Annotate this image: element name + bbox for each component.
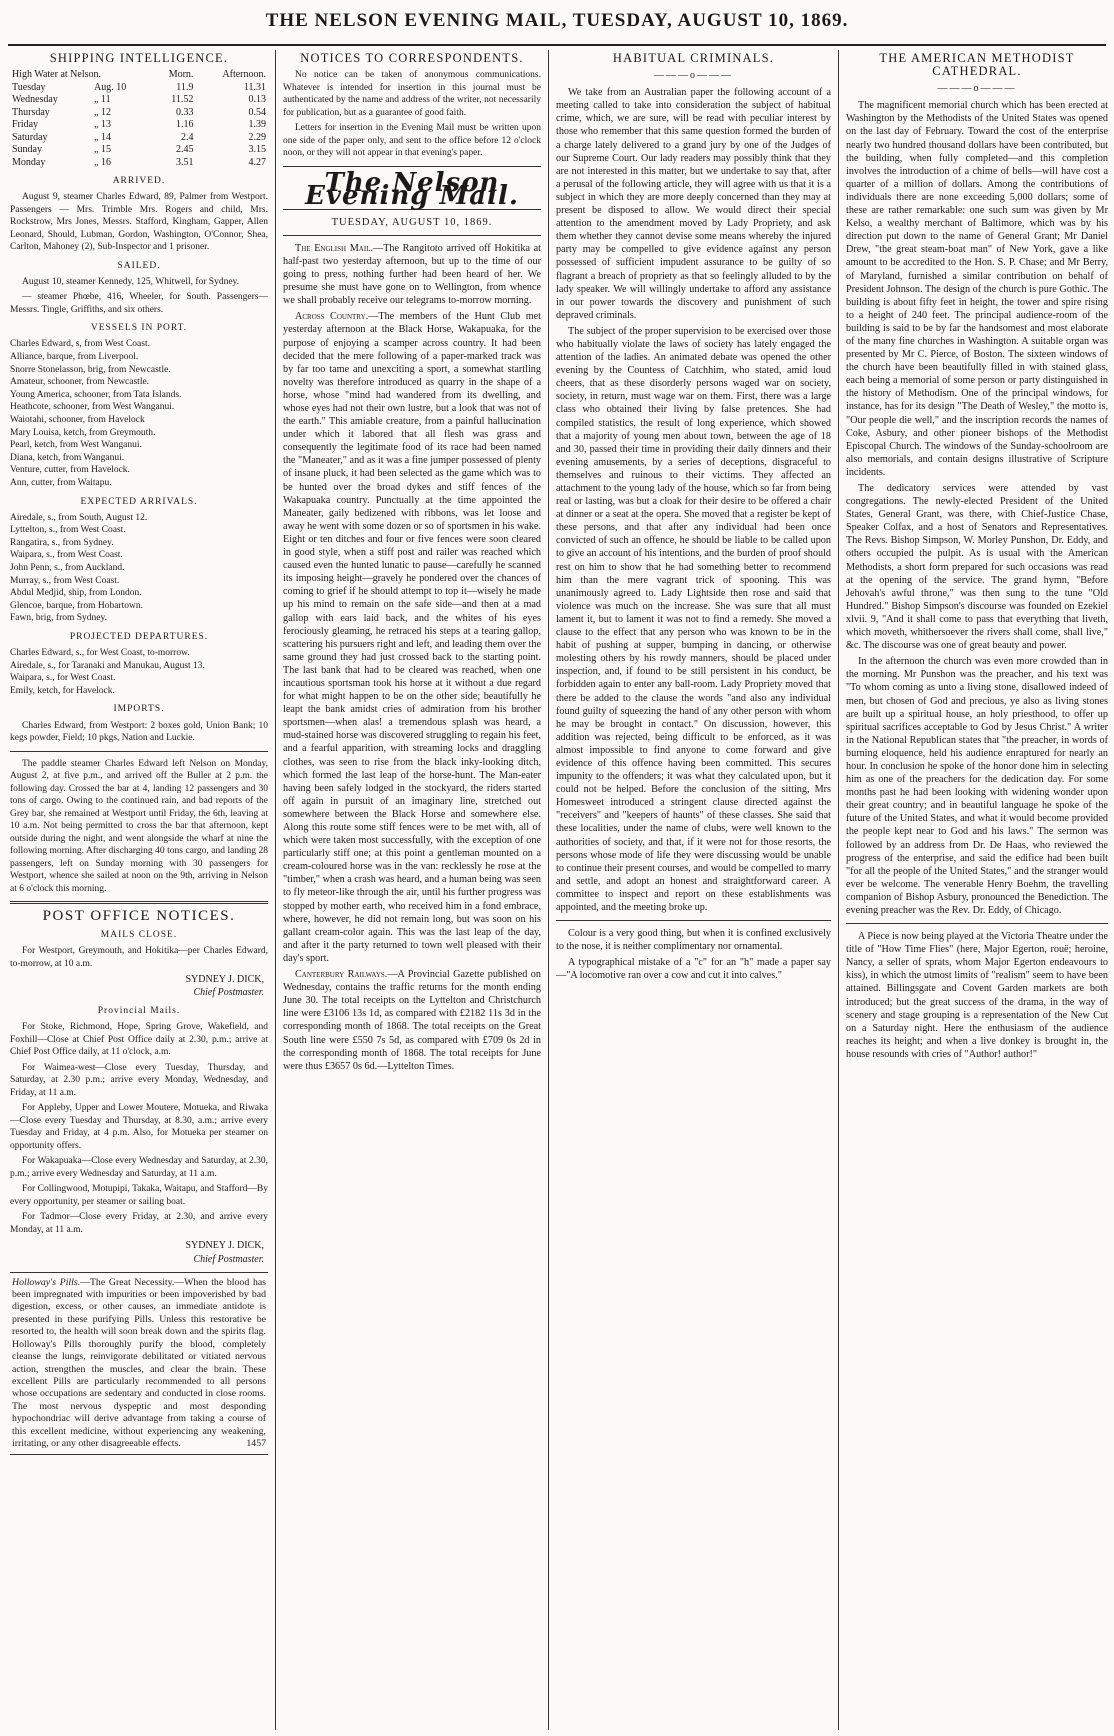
expected-item: Lyttelton, s., from West Coast. (10, 525, 126, 536)
provincial-mail-item: For Tadmor—Close every Friday, at 2.30, and arrive every Monday, at 11 a.m. (10, 1212, 268, 1235)
expected-list (10, 512, 268, 625)
column-shipping (10, 50, 268, 1730)
article-title: THE AMERICAN METHODIST CATHEDRAL. (879, 51, 1075, 79)
notices-text: No notice can be taken of anonymous communications. Whatever is intended for insertion in this journal must be authenticated by the name and address of the writer, not necessarily for publication, but as a guarantee of good faith. (283, 70, 541, 118)
vessel-item: Alliance, barque, from Liverpool. (10, 351, 139, 362)
column-habitual-criminals (556, 50, 831, 1730)
sailed-title: SAILED. (117, 260, 161, 271)
canterbury-railways-article (283, 968, 541, 1073)
departure-item: Waipara, s., for West Coast. (10, 673, 116, 684)
tide-cell: 3.51 (175, 156, 194, 168)
expected-item: Rangatira, s., from Sydney. (10, 537, 114, 548)
tide-cell: 0.54 (248, 106, 266, 118)
article-body: —The members of the Hunt Club met yesterday afternoon at the Black Horse, Wakapuaka, for the purpose of enjoying a scamper across country. It had been decided that the mere following of a paper-marked track was by far too tame and unexciting a sport, a somewhat startling novelty was therefore introduced as quarry in the shape of a horse, whose "mind had wandered from its dwelling, and whose eyes had not their own lustre, but a look that was not of the earth." This amiable creature, from a painful hallucination under which it labored that all flesh was grass and consequently the legitimate food of its race had been named the "Maneater," and as it was a fine jumper possessed of plenty of insane pluck, it had been selected as the game which was to be hunted over the broad dykes and stiff fences of the Wakapuaka country. Punctually at the time appointed the Maneater, gaily bedizened with ribbons, was let loose and away he went with some dozen or so of sportsmen in his wake. Eight or ten ditches and four or five fences were soon cleared in good style, when a stiff post and railer was reached which caused even the hunted lunatic to pause—carefully he scanned its imposing height—gravely he pondered over the chances of coming to grief if he should attempt to top it—wisely he made up his mind to remain on the safe side—and then at a mad gallop with ears laid back, and the whites of his eyes ferociously gleaming, he retraced his steps at a tearing gallop, scattering his pursuers right and left, and leading them over the same ground they had just crossed back to the starting point. The last bank that had to be cleared was reached, when one incautious sportsman took his horse at it without a due regard for what might happen to be on the other side; beautifully he leapt the bank amidst cries of admiration from his brother sportsmen—when alas! a tremendous splash was heard, a mud-stained horse was discovered struggling to regain his feet, and a fearful apparition, with streaming locks and draggling clothes, was seen to rise from the black inky-looking ditch, which formed the last leap of the horse-hunt. The Man-eater having been safely lodged in the stockyard, the riders started off again in pursuit of an imaginary line, stretched out somewhere between the Black Horse and somewhere else. Along this route some stiff fences were to be met with, all of which were taken most successfully, with the exception of one particularly stiff one; at this point a gentleman mounted on a cream-coloured horse was in the van: recklessly he rose at the "timber," when a crash was heard, and a human being was seen to fly meteor-like through the air, until his further progress was stopped by mother earth, who received him in a fond embrace, where, however, he did not remain long, but was soon on his gallant cream-color again. This was the last leap of the day, and after it the party returned to town well pleased with their day's sport. (283, 311, 541, 964)
arrived-text: August 9, steamer Charles Edward, 89, Palmer from Westport. Passengers — Mrs. Trimble Mrs. Rogers and child, Mrs. Rockstrow, Mrs Jones, Messrs. Stafford, Kingham, Gapper, Allen Leonard, Should, Lubman, Gordon, Washington, O'Connor, Shea, Carlton, Mahoney (2), Sub-Inspector and 1 prisoner. (10, 192, 268, 253)
paddle-steamer-report: The paddle steamer Charles Edward left Nelson on Monday, August 2, at five p.m., and arrived off the Buller at 2 p.m. the following day. Crossed the bar at 4, landing 12 passengers and 30 tons of cargo. Owing to the continued rain, and bad reports of the Grey bar, she remained at Westport until Friday, the 6th, leaving at 10 a.m. Not being permitted to cross the bar that afternoon, kept outside during the night, and went alongside the wharf at nine the following morning. After discharging 40 tons cargo, and landing 28 passengers, left on Sunday morning with 30 passengers for Westport, whence she sailed at noon on the 9th, arriving in Nelson at 6 o'clock this morning. (10, 758, 268, 894)
imports-text: Charles Edward, from Westport: 2 boxes gold, Union Bank; 10 kegs powder, Field; 10 pkgs, Nation and Luckie. (10, 720, 268, 743)
holloway-head: Holloway's Pills. (12, 1276, 81, 1288)
vessel-item: Young America, schooner, from Tata Islands. (10, 389, 182, 400)
across-country-article (283, 310, 541, 965)
provincial-mails-list (10, 1021, 268, 1236)
tide-cell: „ 11 (94, 94, 111, 106)
tide-cell: „ 13 (94, 119, 111, 131)
divider (283, 235, 541, 236)
vessel-item: Amateur, schooner, from Newcastle. (10, 377, 150, 388)
tide-cell: Monday (12, 156, 46, 168)
shipping-title: SHIPPING INTELLIGENCE. (49, 51, 229, 65)
article-paragraph: The magnificent memorial church which has been erected at Washington by the Methodists of the United States was opened on the last day of February. Toward the cost of the enterprise nearly two hundred thousand dollars have been contributed, but the building, when fully completed—and this completion involves the introduction of a chime of bells—will have cost a quarter of a million of dollars. Among the contributions of individuals there are none exceeding 5,000 dollars; some of these are rather remarkable: one such sum was given by Mr Kelso, a wealthy merchant of Baltimore, which was by his direction put down to the name of General Grant; Mr Daniel Drew, "the great steam-boat man" of New York, gave a like amount to be accredited to the Hon. S. P. Chase; and Mr Berry, of Maryland, furnished a similar contribution on behalf of President Johnson. The design of the church is pure Gothic. The building is about fifty feet in height, the tower and spire rising to a height of 240 feet. The principal audience-room of the building is said to be by far the handsomest and most elaborate of the many fine churches in Washington. A suitable organ was presented by Mr C. Pierce, of Boston. The sixteen windows of the church have been beautifully filled in with stained glass, each being a memorial of some person or party distinguished in the history of Methodism. One of the principal windows, for instance, has for its design "The Death of Wesley," the motto is, "Our people die well," and the inscription records the names of Coke, Asbury, and other pioneer bishops of the Methodist Episcopal Church. The windows of the Sunday-schoolroom are also memorials, and contain designs illustrative of Scripture incidents. (846, 100, 1108, 478)
column-methodist-cathedral (846, 50, 1108, 1730)
departure-item: Airedale, s., for Taranaki and Manukau, August 13. (10, 660, 205, 671)
vessel-item: Charles Edward, s, from West Coast. (10, 339, 150, 350)
ornament: ———o——— (937, 83, 1017, 95)
paper-nameplate: The Nelson Evening Mail. (305, 167, 519, 211)
departure-item: Charles Edward, s., for West Coast, to-morrow. (10, 648, 190, 659)
masthead: THE NELSON EVENING MAIL, TUESDAY, AUGUST 10, 1869. (265, 10, 849, 31)
article-head: Canterbury Railways. (295, 969, 388, 981)
provincial-mail-item: For Appleby, Upper and Lower Moutere, Motueka, and Riwaka—Close every Tuesday and Thursday, at 8.30, a.m.; arrive every Tuesday and Friday, at 4 p.m. Also, for Motueka per steamer on opportunity offers. (10, 1103, 268, 1151)
tide-cell: Sunday (12, 144, 42, 156)
masthead-rule (8, 44, 1106, 46)
tide-table (10, 69, 268, 169)
tide-row (10, 82, 268, 95)
dateline: TUESDAY, AUGUST 10, 1869. (331, 216, 493, 228)
colour-paragraph: Colour is a very good thing, but when it is confined exclusively to the nose, it is neither complimentary nor ornamental. (556, 928, 831, 953)
provincial-mail-item: For Waimea-west—Close every Tuesday, Thursday, and Saturday, at 2.30 p.m.; arrive every Monday, Wednesday, and Friday, at 11 a.m. (10, 1062, 268, 1098)
expected-item: Abdul Medjid, ship, from London. (10, 588, 142, 599)
column-rule (838, 50, 839, 1730)
expected-item: John Penn, s., from Auckland. (10, 562, 125, 573)
sailed-text: August 10, steamer Kennedy, 125, Whitwell, for Sydney. (22, 276, 240, 287)
vessels-list (10, 338, 268, 489)
vessels-title: VESSELS IN PORT. (90, 323, 188, 334)
article-head: The English Mail. (295, 242, 373, 254)
divider (10, 751, 268, 752)
vessel-item: Diana, ketch, from Wanganui. (10, 452, 125, 463)
signature-title: Chief Postmaster. (193, 987, 264, 999)
signature-title: Chief Postmaster. (193, 1253, 264, 1265)
expected-item: Murray, s., from West Coast. (10, 575, 120, 586)
tide-cell: „ 15 (94, 144, 111, 156)
tide-cell: Saturday (12, 131, 48, 143)
tide-cell: 2.4 (180, 131, 194, 143)
expected-item: Waipara, s., from West Coast. (10, 550, 123, 561)
vessel-item: Waiotahi, schooner, from Havelock (10, 414, 145, 425)
tide-cell: Friday (12, 119, 39, 131)
tide-row (10, 157, 268, 170)
imports-title: IMPORTS. (113, 704, 165, 715)
provincial-mail-item: For Collingwood, Motupipi, Takaka, Waitapu, and Stafford—By every opportunity, per steamer or sailing boat. (10, 1184, 268, 1207)
tide-header-cell: Morn. (168, 69, 194, 81)
holloway-text: —The Great Necessity.—When the blood has been impregnated with impurities or been impoverished by bad digestion, excess, or other causes, an immediate antidote is presented in these purifying Pills. Unless this restorative be resorted to, the health will soon break down and the spirits flag. Holloway's Pills thoroughly purify the blood, completely cleanse the lungs, reinvigorate debilitated or vitiated nervous action, strengthen the muscles, and clear the brain. These excellent Pills are particularly recommended to all persons whose occupations are sedentary and conducted in close rooms. The most nervous dyspeptic and most desponding hypochondriac will derive advantage from taking a course of this excellent medicine, without experiencing any weakening, irritating, or any other disagreeable effects. (12, 1276, 266, 1449)
article-body: —A Provincial Gazette published on Wednesday, contains the traffic returns for the month ending June 30. The total receipts on the Lyttelton and Christchurch line were £3106 13s 1d, as compared with £2182 11s 3d in the corresponding month of 1868. The total receipts on the Great South line were £550 7s 5d, as compared with £709 0s 2d in the corresponding month of 1868. The total receipts for June were thus £3657 0s 6d.—Lyttelton Times. (283, 969, 541, 1072)
sailed-text: — steamer Phœbe, 416, Wheeler, for South. Passengers—Messrs. Tingle, Griffiths, and six others. (10, 292, 268, 315)
expected-item: Airedale, s., from South, August 12. (10, 512, 148, 523)
tide-cell: 11.31 (243, 81, 266, 93)
mails-close-text: For Westport, Greymouth, and Hokitika—per Charles Edward, to-morrow, at 10 a.m. (10, 946, 268, 969)
tide-cell: 4.27 (248, 156, 266, 168)
provincial-mails-title: Provincial Mails. (97, 1006, 181, 1017)
divider (846, 923, 1108, 924)
article-paragraph: The subject of the proper supervision to be exercised over those who habitually violate the laws of society has lately engaged the attention of the ladies. An animated debate was opened the other evening by the Countess of Catchhim, who stated, amid loud cheers, that as these disorderly persons waged war on society, society, in return, must wage war on them. First, there was a large class who obtained their living by false pretences. She had compiled statistics, the result of long experience, which showed that a majority of young men about town, between the age of 18 and 30, passed their time in providing their daily dinners and their evening amusements, by a series of deceptions, disgraceful to themselves and ruinous to their victims. They affected an attachment to the young lady of the house, which so far from being real or lasting, was but a cloak for their desire to be offered a chair at dinner or a seat at the opera. She moved that a register be kept of these persons, and that after any individual had been once convicted of such an offence, he should be liable to be called upon to give an account of his intentions, and the burden of proof should rest on him to show that he had something better to recommend him than the mere vagrant trick of spooning. This was unanimously agreed to. Lady Lightside then rose and said that violence was much on the increase. She was sure that all must lament it, but to lament it was not to find a remedy. She moved a clause to the effect that any person who was known to be in the habit of pushing at supper, bumping in dancing, or otherwise molesting others by his rowdy manners, should be placed under inspection, and, if found to be still persistent in his conduct, be forbidden again to enter any ball-room. Lady Propriety moved that there be added to the clause the words "and also any individual found guilty of squeezing the hand of any other person with whom he may be brought in contact." On discussion, however, this addition was rejected, being difficult to be enforced, as it was almost impossible to find anyone to come forward and give evidence of this offence having been committed. This secures impunity to the offenders; it was what they calculated upon, but it could not be helped. Before the conclusion of the sitting, Mrs Homesweet introduced a stringent clause directed against the "receivers" and "keepers of haunts" of these classes. She said that these localities, under the name of clubs, were well known to the authorities of society, and that, if it were not for those resorts, the persons whose mode of life they were discussing would be unable to continue their present courses, and would be compelled to marry and settle, and adopt an honest and straightforward career. A committee to inspect and report on these establishments was appointed, and the meeting broke up. (556, 325, 831, 913)
column-editorial (283, 50, 541, 1730)
ornament: ———o——— (654, 70, 733, 82)
tide-row (10, 144, 268, 157)
tide-cell: 2.45 (175, 144, 194, 156)
tide-cell: 0.13 (248, 94, 266, 106)
typo-paragraph: A typographical mistake of a "c" for an "h" made a paper say—"A locomotive ran over a cow and cut it into calves." (556, 957, 831, 982)
tide-cell: 11.52 (171, 94, 194, 106)
tide-cell: „ 12 (94, 106, 111, 118)
arrived-title: ARRIVED. (112, 176, 166, 187)
vessel-item: Mary Louisa, ketch, from Greymouth. (10, 427, 156, 438)
expected-item: Glencoe, barque, from Hobartown. (10, 600, 143, 611)
article-paragraph: The dedicatory services were attended by vast congregations. The newly-elected President of the United States, General Grant, was there, with Chief-Justice Chase, Speaker Colfax, and a host of Senators and Representatives. The Revs. Bishop Simpson, W. Morley Punshon, Dr. Eddy, and others occupied the pulpit. As is usual with the American Methodists, a short form prepared for such occasions was read at the opening of the service. The grand hymn, "Before Jehovah's awful throne," was then sung to the tune "Old Hundred." Bishop Simpson's discourse was founded on Ezekiel xlvii. 9, "And it shall come to pass that everything that liveth, which moveth, whithersoever the rivers shall come, shall live," &c. The discourse was one of great beauty and power. (846, 483, 1108, 652)
vessel-item: Ann, cutter, from Waitapu. (10, 477, 112, 488)
tide-cell: „ 16 (94, 156, 111, 168)
divider (283, 166, 541, 167)
departure-item: Emily, ketch, for Havelock. (10, 685, 115, 696)
divider (556, 920, 831, 921)
provincial-mail-item: For Stoke, Richmond, Hope, Spring Grove, Wakefield, and Foxhill—Close at Chief Post Office daily at 2.30, p.m.; arrive at Chief Post Office daily, at 11 o'clock, a.m. (10, 1022, 268, 1058)
advert-number: 1457 (246, 1437, 266, 1449)
tide-cell: 11.9 (176, 81, 194, 93)
tide-cell: Tuesday (12, 81, 46, 93)
post-office-title: POST OFFICE NOTICES. (42, 908, 236, 924)
projected-title: PROJECTED DEPARTURES. (69, 631, 209, 642)
tide-header-cell: High Water at Nelson. (12, 69, 101, 81)
tide-cell: 1.16 (175, 119, 194, 131)
tide-cell: Thursday (12, 106, 50, 118)
notices-text: Letters for insertion in the Evening Mail must be written upon one side of the paper only, and sent to the office before 12 o'clock noon, or they will not appear in that evening's paper. (283, 123, 541, 159)
article-head: Across Country. (295, 311, 369, 323)
signature-name: SYDNEY J. DICK, (185, 1240, 264, 1252)
column-rule (548, 50, 549, 1730)
article-title: HABITUAL CRIMINALS. (612, 51, 775, 65)
column-rule (275, 50, 276, 1730)
tide-cell: 2.29 (248, 131, 266, 143)
expected-title: EXPECTED ARRIVALS. (80, 496, 198, 507)
provincial-mail-item: For Wakapuaka—Close every Wednesday and Saturday, at 2.30, p.m.; arrive every Wednesday and Saturday, at 11 a.m. (10, 1156, 268, 1179)
expected-item: Fawn, brig, from Sydney. (10, 613, 108, 624)
tide-cell: „ 14 (94, 131, 111, 143)
vessel-item: Pearl, ketch, from West Wanganui. (10, 440, 142, 451)
article-paragraph: We take from an Australian paper the following account of a meeting called to take into consideration the subject of habitual crime, which, we are sure, will be read with peculiar interest by those who remember that this same question formed the burden of a charge lately delivered to a grand jury by one of the Judges of our Supreme Court. Our lady readers may possibly think that they are not interested in this matter, but we undertake to say that, after a perusal of the following article, they will agree with us that it is a subject in which they are more deeply concerned than they may at present be disposed to allow. We would direct their special attention to the amendment moved by Lady Propriety, and ask them whether they cannot devise some means whereby the injured party may be compelled to give evidence against any person possessed of sufficient impudent assurance to be guilty of so flagrant a breach of propriety as that so feelingly alluded to by the lady speaker. We will willingly undertake to afford any assistance in our power towards the discovery and punishment of such depraved criminals. (556, 87, 831, 321)
tide-row (10, 94, 268, 107)
tide-cell: Wednesday (12, 94, 58, 106)
tide-cell: 1.39 (248, 119, 266, 131)
vessel-item: Venture, cutter, from Havelock. (10, 465, 130, 476)
vessel-item: Heathcote, schooner, from West Wanganui. (10, 402, 175, 413)
tide-row (10, 132, 268, 145)
theatre-paragraph: A Piece is now being played at the Victoria Theatre under the title of "How Time Flies" (here, Major Egerton, rouë; heroine, Nancy, a seller of sprats, whom Major Egerton endeavours to kiss), in which the utmost limits of "realism" seem to have been attained. Billingsgate and Covent Garden markets are both introduced; but the great success of the drama, in the way of scenery and stage grouping is a representation of the New Cut on a Saturday night. Here the enthusiasm of the audience reaches its height; and when a live donkey is brought in, the house resounds with cries of "Author! author!" (846, 931, 1108, 1060)
tide-cell: 0.33 (175, 106, 194, 118)
tide-row (10, 119, 268, 132)
notices-title: NOTICES TO CORRESPONDENTS. (300, 51, 524, 65)
tide-cell: 3.15 (248, 144, 266, 156)
article-body: —The Rangitoto arrived off Hokitika at half-past two yesterday afternoon, but up to the time of our going to press, nothing further had been heard of her. We presume she must have gone on to Wellington, from whence we shall probably receive our telegrams to-morrow morning. (283, 242, 541, 307)
article-paragraph: In the afternoon the church was even more crowded than in the morning. Mr Punshon was the preacher, and his text was "To whom coming as unto a living stone, disallowed indeed of men, but chosen of God and precious, ye also as living stones are built up a spiritual house, an holy priesthood, to offer up spiritual sacrifices acceptable to God by Jesus Christ." A writer in the National Republican states that "the preacher, in words of burning eloquence, held his audience enraptured for nearly an hour. In conclusion he spoke of the honor done him in selecting him as one of the preachers for the dedication day. For some months past he had been looking with widening wonder upon their great country; and in beautiful language he spoke of the future of the United States, and what it would become provided the people kept near to God and his laws." The sermon was followed by an address from Dr. De Haas, who reviewed the progress of the enterprise, and said the edifice had been built "for all the people of the United States," and the stranger would ever be welcome. The venerable Henry Boehm, the travelling companion of Bishop Asbury, pronounced the Benediction. The evening preacher was the Rev. Dr. Eddy, of Chicago. (846, 656, 1108, 916)
signature-name: SYDNEY J. DICK, (185, 974, 264, 986)
divider (10, 901, 268, 904)
mails-close-title: MAILS CLOSE. (100, 930, 178, 941)
projected-list (10, 647, 268, 697)
tide-header-row (10, 69, 268, 82)
holloway-advert (10, 1272, 268, 1456)
tide-row (10, 107, 268, 120)
vessel-item: Snorre Stonelasson, brig, from Newcastle. (10, 364, 171, 375)
english-mail-article (283, 242, 541, 307)
tide-header-cell: Afternoon. (222, 69, 266, 81)
tide-cell: Aug. 10 (94, 81, 127, 93)
